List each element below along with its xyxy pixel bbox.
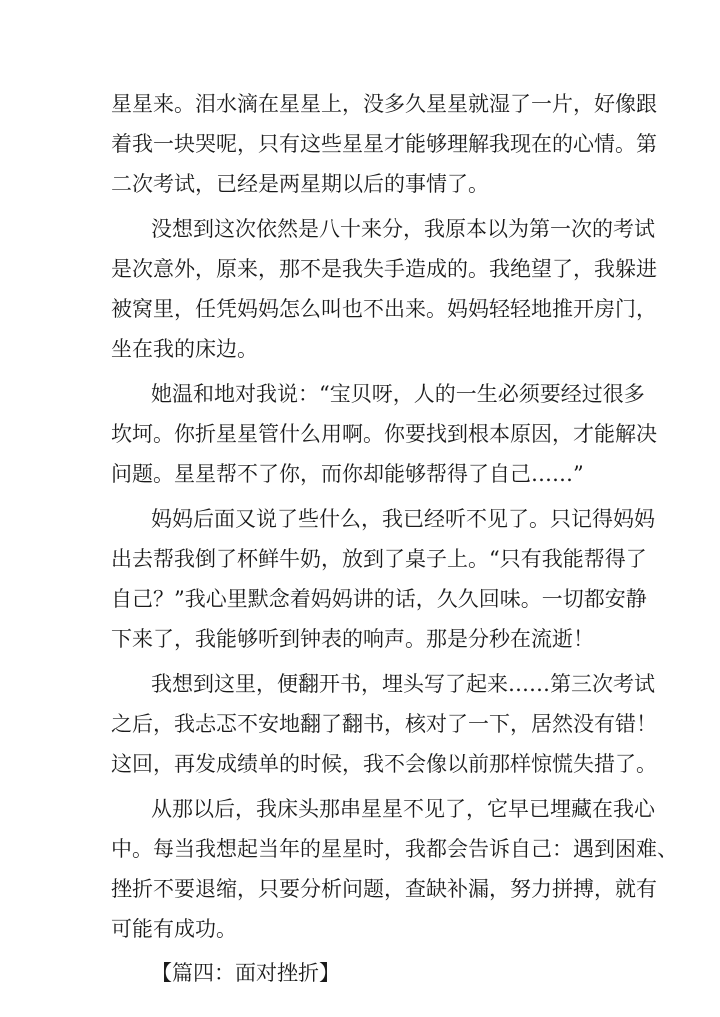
paragraph-2 [111,209,657,369]
paragraph-line: 下来了，我能够听到钟表的响声。那是分秒在流逝！ [111,627,594,651]
paragraph-line: 二次考试，已经是两星期以后的事情了。 [111,172,489,196]
paragraph-line: 坎坷。你折星星管什么用啊。你要找到根本原因，才能解决 [111,422,657,446]
paragraph-5 [111,664,657,784]
paragraph-line: 我想到这里，便翻开书，埋头写了起来……第三次考试 [151,672,655,696]
paragraph-line: 问题。星星帮不了你，而你却能够帮得了自己……” [111,462,584,486]
paragraph-line: 自己？”我心里默念着妈妈讲的话，久久回味。一切都安静 [111,587,647,611]
paragraph-line: 着我一块哭呢，只有这些星星才能够理解我现在的心情。第 [111,132,657,156]
paragraph-line: 星星来。泪水滴在星星上，没多久星星就湿了一片，好像跟 [111,92,657,116]
paragraph-3 [111,374,657,494]
paragraph-line: 从那以后，我床头那串星星不见了，它早已埋藏在我心 [151,797,655,821]
paragraph-line: 挫折不要退缩，只要分析问题，查缺补漏，努力拼搏，就有 [111,877,657,901]
paragraph-line: 妈妈后面又说了些什么，我已经听不见了。只记得妈妈 [151,507,655,531]
paragraph-4 [111,499,655,659]
paragraph-line: 坐在我的床边。 [111,337,258,361]
paragraph-line: 没想到这次依然是八十来分，我原本以为第一次的考试 [151,217,655,241]
paragraph-line: 被窝里，任凭妈妈怎么叫也不出来。妈妈轻轻地推开房门， [111,297,657,321]
paragraph-line: 是次意外，原来，那不是我失手造成的。我绝望了，我躲进 [111,257,657,281]
paragraph-1 [111,84,657,204]
section-heading: 【篇四：面对挫折】 [151,961,340,985]
paragraph-line: 之后，我忐忑不安地翻了翻书，核对了一下，居然没有错！ [111,712,657,736]
paragraph-line: 中。每当我想起当年的星星时，我都会告诉自己：遇到困难、 [111,837,678,861]
document-body [111,84,678,993]
paragraph-line: 可能有成功。 [111,917,237,941]
paragraph-6 [111,789,678,949]
paragraph-line: 这回，再发成绩单的时候，我不会像以前那样惊慌失措了。 [111,752,657,776]
paragraph-line: 她温和地对我说：“宝贝呀，人的一生必须要经过很多 [151,382,645,406]
paragraph-line: 出去帮我倒了杯鲜牛奶，放到了桌子上。“只有我能帮得了 [111,547,647,571]
